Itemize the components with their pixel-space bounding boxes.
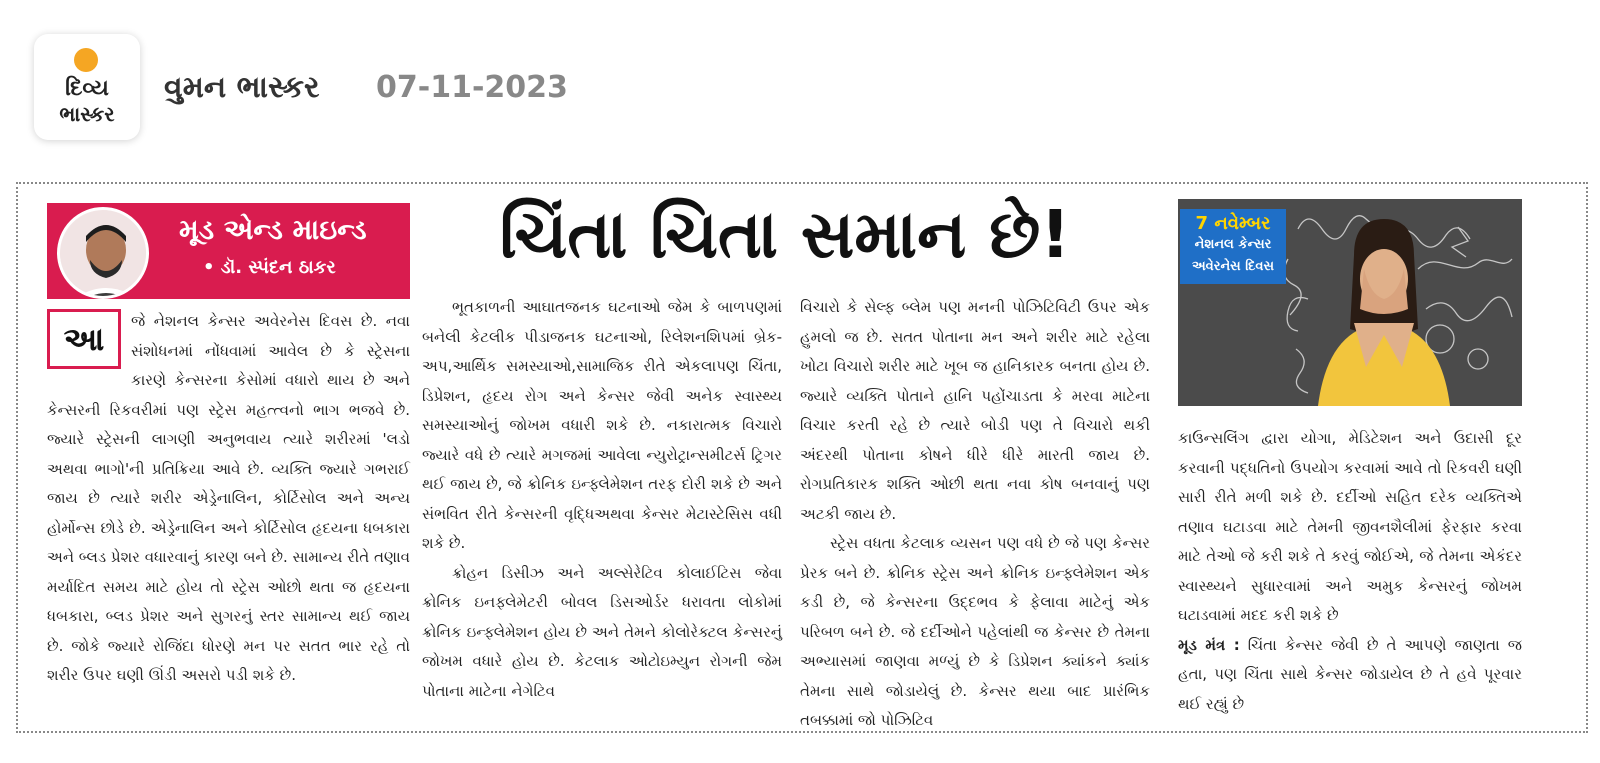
mood-mantra-label: મૂડ મંત્ર :: [1178, 635, 1240, 654]
publication-name: વુમન ભાસ્કર: [164, 70, 320, 105]
author-portrait-icon: [60, 210, 149, 299]
article-paragraph: ક્રોહન ડિસીઝ અને અલ્સેરેટિવ કોલાઈટિસ જેવા ક્રોનિક ઇનફ્લેમેટરી બોવલ ડિસઓર્ડર ધરાવતા લોકોમાં ક્રોનિક ઇન્ફ્લેમેશન હોય છે અને તેમને કોલોરેક્ટલ કેન્સરનું જોખમ વધારે હોય છે. કેટલાક ઓટોઇમ્યુન રોગની જેમ પોતાના માટેના નેગેટિવ: [422, 563, 782, 700]
article-column-3: [800, 293, 1150, 736]
badge-line2: અવેરનેસ દિવસ: [1191, 259, 1275, 274]
article-column-4: [1178, 424, 1522, 719]
article-paragraph: ભૂતકાળની આઘાતજનક ઘટનાઓ જેમ કે બાળપણમાં બનેલી કેટલીક પીડાજનક ઘટનાઓ, રિલેશનશિપમાં બ્રેક-અપ,આર્થિક સમસ્યાઓ,સામાજિક રીતે એકલાપણ ચિંતા, ડિપ્રેશન, હૃદય રોગ અને કેન્સર જેવી અનેક સ્વાસ્થ્ય સમસ્યાઓનું જોખમ વધારી શકે છે. નકારાત્મક વિચારો જ્યારે વધે છે ત્યારે મગજમાં આવેલા ન્યુરોટ્રાન્સમીટર્સ ટ્રિગર થઈ જાય છે, જે ક્રોનિક ઇન્ફ્લેમેશન તરફ દોરી શકે છે અને સંભવિત રીતે કેન્સરની વૃદ્ધિઅથવા કેન્સર મેટાસ્ટેસિસ વધી શકે છે.: [422, 298, 782, 552]
logo-text-line1: દિવ્ય: [65, 76, 109, 101]
awareness-day-badge: [1180, 209, 1286, 284]
author-photo: [57, 207, 149, 299]
article-column-1: [47, 307, 410, 691]
drop-cap: આ: [47, 309, 121, 369]
publication-date: 07-11-2023: [376, 70, 568, 105]
column-author: • ડૉ. સ્પંદન ઠાકર: [203, 257, 336, 278]
article-photo: [1178, 199, 1522, 406]
article-paragraph: સ્ટ્રેસ વધતા કેટલાક વ્યસન પણ વધે છે જે પણ કેન્સર પ્રેરક બને છે. ક્રોનિક સ્ટ્રેસ અને ક્રોનિક ઇન્ફ્લેમેશન એક કડી છે, જે કેન્સરના ઉદ્દભવ કે ફેલાવા માટેનું એક પરિબળ બને છે. જે દર્દીઓને પહેલાંથી જ કેન્સર છે તેમના અભ્યાસમાં જાણવા મળ્યું છે કે ડિપ્રેશન ક્યાંકને ક્યાંક તેમના સાથે જોડાયેલું છે. કેન્સર થયા બાદ પ્રારંભિક તબક્કામાં જો પોઝિટિવ: [800, 534, 1150, 729]
badge-date: 7 નવેમ્બર: [1195, 213, 1271, 234]
mood-mantra-text: ચિંતા કેન્સર જેવી છે તે આપણે જાણતા જ હતા, પણ ચિંતા સાથે કેન્સર જોડાયેલ છે તે હવે પૂરવાર થઈ રહ્યું છે: [1178, 635, 1522, 713]
column-banner: [47, 203, 410, 299]
article-column-2: [422, 293, 782, 706]
article-paragraph: વિચારો કે સેલ્ફ બ્લેમ પણ મનની પોઝિટિવિટી ઉપર એક હુમલો જ છે. સતત પોતાના મન અને શરીર માટે રહેલા ખોટા વિચારો શરીર માટે ખૂબ જ હાનિકારક બનતા હોય છે. જ્યારે વ્યક્તિ પોતાને હાનિ પહોંચાડતા કે મરવા માટેના વિચાર કરતી રહે છે ત્યારે બોડી પણ તે વિચારો થકી અંદરથી પોતાના કોષને ધીરે ધીરે મારતી જાય છે. રોગપ્રતિકારક શક્તિ ઓછી થતા નવા કોષ બનવાનું પણ અટકી જાય છે.: [800, 298, 1150, 523]
logo: [34, 34, 140, 140]
logo-sun-icon: [74, 48, 98, 72]
article-paragraph: જે નેશનલ કેન્સર અવેરનેસ દિવસ છે. નવા સંશોધનમાં નોંધવામાં આવેલ છે કે સ્ટ્રેસના કારણે કેન્સરના કેસોમાં વધારો થાય છે અને કેન્સરની રિકવરીમાં પણ સ્ટ્રેસ મહત્ત્વનો ભાગ ભજવે છે. જ્યારે સ્ટ્રેસની લાગણી અનુભવાય ત્યારે શરીરમાં 'લડો અથવા ભાગો'ની પ્રતિક્રિયા આવે છે. વ્યક્તિ જ્યારે ગભરાઈ જાય છે ત્યારે શરીર એડ્રેનાલિન, કોર્ટિસોલ અને અન્ય હોર્મોન્સ છોડે છે. એડ્રેનાલિન અને કોર્ટિસોલ હૃદયના ધબકારા અને બ્લડ પ્રેશર વધારવાનું કારણ બને છે. સામાન્ય રીતે તણાવ મર્યાદિત સમય માટે હોય તો સ્ટ્રેસ ઓછો થતા જ હૃદયના ધબકારા, બ્લડ પ્રેશર અને સુગરનું સ્તર સામાન્ય થઈ જાય છે. જોકે જ્યારે રોજિંદા ધોરણે મન પર સતત ભાર રહે તો શરીર ઉપર ઘણી ઊંડી અસરો પડી શકે છે.: [47, 312, 410, 684]
column-title: મૂડ એન્ડ માઇન્ડ: [179, 213, 367, 246]
article-paragraph: કાઉન્સલિંગ દ્વારા યોગા, મેડિટેશન અને ઉદાસી દૂર કરવાની પદ્ધતિનો ઉપયોગ કરવામાં આવે તો રિકવરી ઘણી સારી રીતે મળી શકે છે. દર્દીઓ સહિત દરેક વ્યક્તિએ તણાવ ઘટાડવા માટે તેમની જીવનશૈલીમાં ફેરફાર કરવા માટે તેઓ જે કરી શકે તે કરવું જોઈએ, જે તેમના એકંદર સ્વાસ્થ્યને સુધારવામાં અને અમુક કેન્સરનું જોખમ ઘટાડવામાં મદદ કરી શકે છે: [1178, 429, 1522, 624]
logo-text-line2: ભાસ્કર: [59, 102, 115, 126]
badge-line1: નેશનલ કેન્સર: [1194, 237, 1272, 252]
mood-mantra: [1178, 631, 1522, 720]
headline: ચિંતા ચિતા સમાન છે!: [499, 196, 1071, 273]
